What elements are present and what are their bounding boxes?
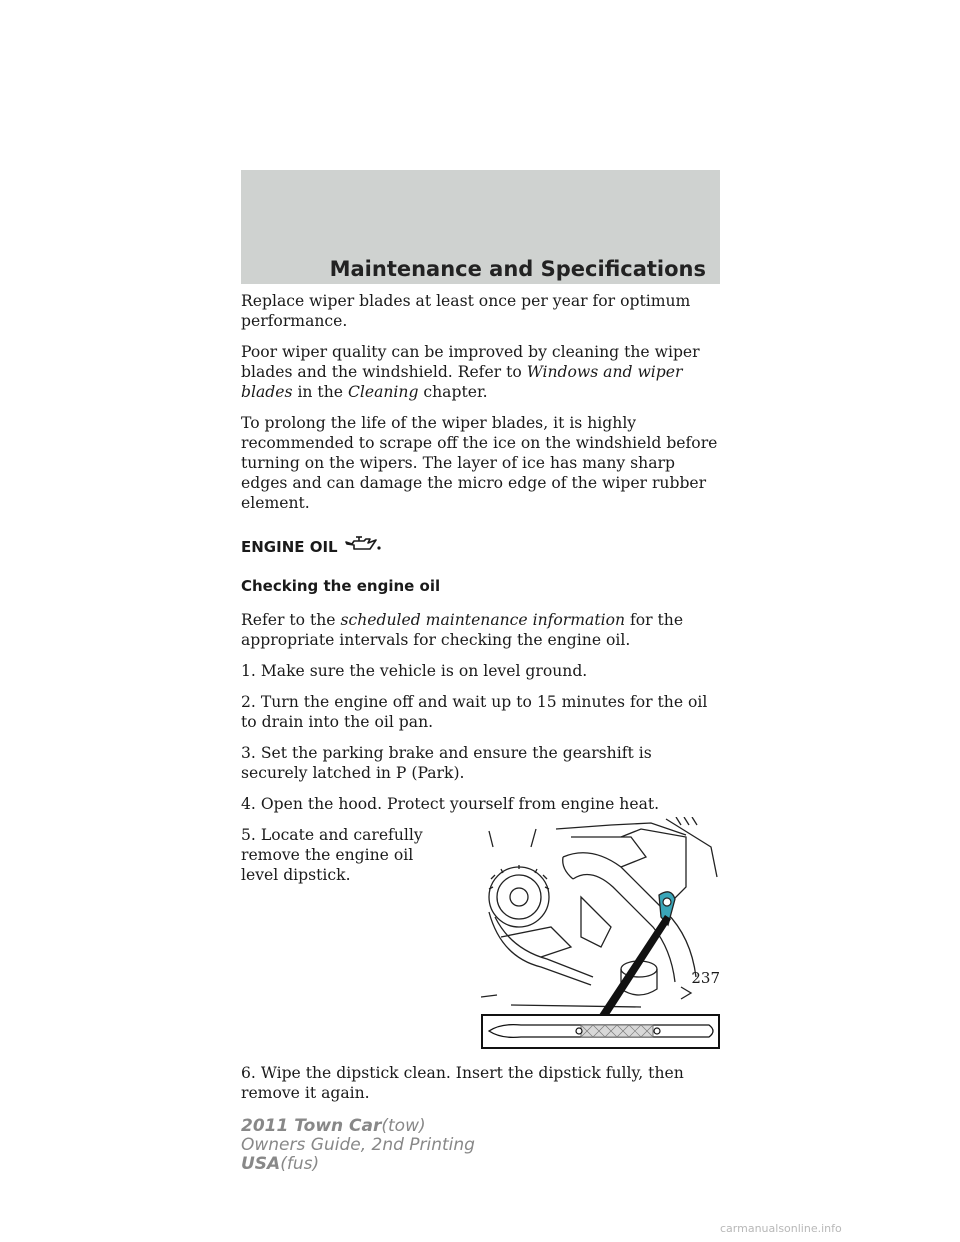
step-4: 4. Open the hood. Protect yourself from engine heat. bbox=[241, 795, 660, 813]
ref-cleaning-chapter: Cleaning bbox=[347, 383, 419, 401]
ref-windows-wiper-blades: Windows and wiper blades bbox=[241, 363, 683, 401]
footer-line-3: USA(fus) bbox=[241, 1154, 320, 1174]
step-1: 1. Make sure the vehicle is on level ground. bbox=[241, 662, 588, 680]
paragraph-schedule-ref: Refer to the scheduled maintenance information for the appropriate intervals for checking the engine oil. bbox=[241, 611, 684, 649]
paragraph-wiper-quality: Poor wiper quality can be improved by cleaning the wiper blades and the windshield. Refer to Windows and wiper blades in the Cleaning chapter. bbox=[241, 343, 700, 401]
step-6: 6. Wipe the dipstick clean. Insert the dipstick fully, then remove it again. bbox=[241, 1064, 684, 1102]
paragraph-wiper-replace: Replace wiper blades at least once per year for optimum performance. bbox=[241, 292, 691, 330]
footer-imprint bbox=[241, 1117, 475, 1174]
header-band bbox=[241, 170, 720, 284]
step-5: 5. Locate and carefully remove the engine oil level dipstick. bbox=[241, 826, 423, 884]
step-5-block bbox=[241, 825, 720, 1055]
oil-can-icon bbox=[344, 535, 384, 558]
engine-dipstick-illustration bbox=[481, 817, 721, 1049]
footer-line-2: Owners Guide, 2nd Printing bbox=[241, 1135, 475, 1155]
page-header-title: Maintenance and Specifications bbox=[329, 257, 706, 281]
section-heading-engine-oil: ENGINE OIL bbox=[241, 535, 720, 558]
footer-line-1: 2011 Town Car(tow) bbox=[241, 1116, 426, 1136]
subheading-checking-oil: Checking the engine oil bbox=[241, 577, 441, 595]
page-content bbox=[241, 291, 720, 1114]
page-number: 237 bbox=[691, 969, 720, 987]
step-3: 3. Set the parking brake and ensure the gearshift is securely latched in P (Park). bbox=[241, 744, 652, 782]
paragraph-wiper-ice: To prolong the life of the wiper blades, it is highly recommended to scrape off the ice on the windshield before turning on the wipers. The layer of ice has many sharp edges and can damage the micro edge of the wiper rubber element. bbox=[241, 414, 718, 512]
ref-scheduled-maintenance: scheduled maintenance information bbox=[340, 611, 626, 629]
watermark-link[interactable]: carmanualsonline.info bbox=[720, 1222, 842, 1235]
step-2: 2. Turn the engine off and wait up to 15 minutes for the oil to drain into the oil pan. bbox=[241, 693, 708, 731]
